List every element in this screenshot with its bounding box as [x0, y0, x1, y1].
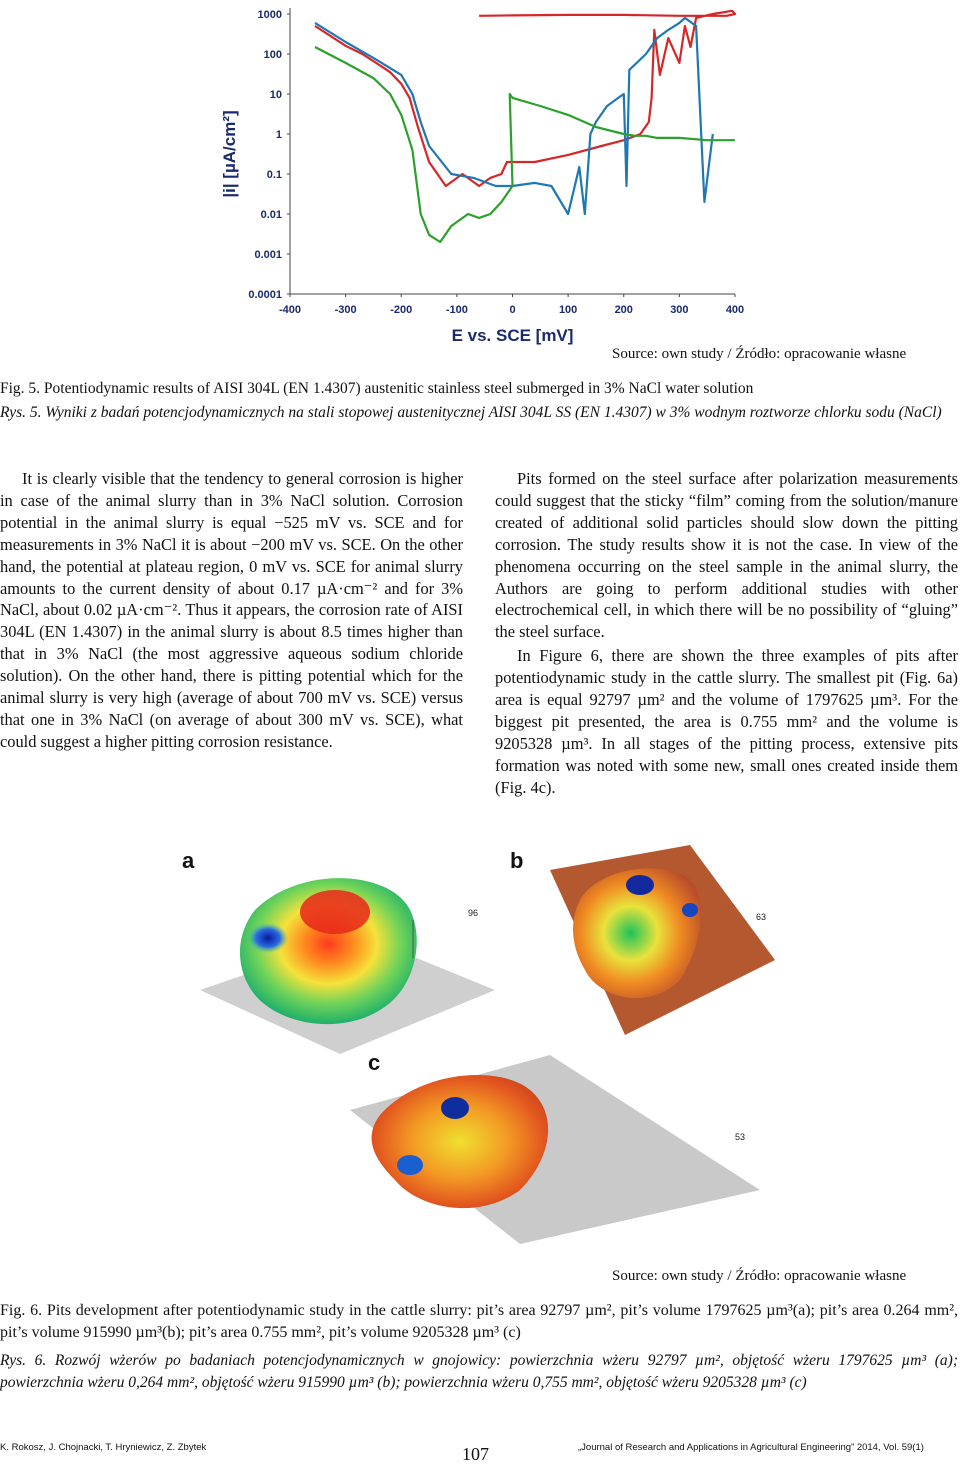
y-tick-label: 10 [269, 89, 282, 101]
panel-c-letter: c [368, 1050, 381, 1075]
chart-series [315, 11, 735, 242]
footer-journal: „Journal of Research and Applications in Agricultural Engineering” 2014, Vol. 59(1) [578, 1442, 924, 1453]
panel-a-letter: a [182, 848, 195, 873]
pit-panel-c [350, 1040, 770, 1245]
page-number: 107 [462, 1444, 489, 1464]
series-line-1 [315, 11, 735, 186]
x-tick-label: 100 [558, 304, 578, 316]
pit-panel-a [160, 840, 510, 1055]
polarization-chart [205, 0, 765, 350]
pit-b-zmax: 63 [756, 912, 767, 922]
figure-5-source: Source: own study / Źródło: opracowanie własne [612, 346, 907, 362]
footer-authors: K. Rokosz, J. Chojnacki, T. Hryniewicz, Z. Zbytek [0, 1442, 207, 1453]
x-tick-label: -400 [278, 304, 302, 316]
figure-6-caption-pl: Rys. 6. Rozwój wżerów po badaniach potencjodynamicznych w gnojowicy: powierzchnia wżeru 92797 µm², objętość wżeru 1797625 µm³ (a); powierzchnia wżeru 0,264 mm², objętość wżeru 915990 µm³ (b); powierzchnia wżeru 0,755 mm², objętość wżeru 9205328 µm³ (c) [0, 1352, 958, 1391]
figure-5-caption-pl: Rys. 5. Wyniki z badań potencjodynamicznych na stali stopowej austenitycznej AISI 304L SS (EN 1.4307) w 3% wodnym roztworze chlorku sodu (NaCl) [0, 404, 942, 421]
figure-5-caption: Fig. 5. Potentiodynamic results of AISI 304L (EN 1.4307) austenitic stainless steel submerged in 3% NaCl water solution [0, 380, 754, 397]
y-axis-label: |i| [µA/cm²] [220, 110, 239, 198]
figure-6-caption: Fig. 6. Pits development after potentiodynamic study in the cattle slurry: pit’s area 92797 µm², pit’s volume 1797625 µm³(a); pit’s area 0.264 mm², pit’s volume 915990 µm³(b); pit’s area 0.755 mm², pit’s volume 9205328 µm³ (c) [0, 1302, 958, 1341]
left-paragraph: It is clearly visible that the tendency to general corrosion is higher in case of the animal slurry than in 3% NaCl solution. Corrosion potential in the animal slurry is equal −525 mV vs. SCE and for measurements in 3% NaCl it is about −200 mV vs. SCE. On the other hand, the potential at plateau region, 0 mV vs. SCE for animal slurry amounts to the current density of about 0.17 µA·cm⁻² and for 3% NaCl, about 0.02 µA·cm⁻². Thus it appears, the corrosion rate of AISI 304L (EN 1.4307) in the animal slurry is about 8.5 times higher than that in 3% NaCl (the most aggressive aqueous sodium chloride solution). On the other hand, there is pitting potential which for the animal slurry is very high (average of about 700 mV vs. SCE) versus that one in 3% NaCl (on average of about 300 mV vs. SCE), what could suggest a higher pitting corrosion resistance. [0, 469, 463, 751]
x-axis-label: E vs. SCE [mV] [451, 326, 574, 345]
x-tick-label: -300 [334, 304, 357, 316]
x-tick-label: 200 [614, 304, 633, 316]
right-column [495, 468, 958, 799]
panel-b-letter: b [510, 848, 524, 873]
y-tick-label: 0.0001 [248, 289, 282, 301]
figure-6-source: Source: own study / Źródło: opracowanie własne [612, 1268, 907, 1284]
pit-a-image [160, 840, 510, 1055]
right-paragraph-1: Pits formed on the steel surface after polarization measurements could suggest that the sticky “film” coming from the solution/manure created of additional solid particles should slow down the pitting corrosion. The study results show it is not the case. In view of the phenomena occurring on the steel sample in the animal slurry, the Authors are going to perform additional studies with other electrochemical cell, in which there will be no possibility of “gluing” the steel surface. [495, 469, 958, 642]
pit-b-image [540, 840, 780, 1040]
x-tick-label: 400 [725, 304, 745, 316]
x-tick-label: 300 [670, 304, 689, 316]
pit-a-zmax: 96 [468, 908, 479, 918]
x-tick-label: -100 [445, 304, 468, 316]
chart-labels [220, 9, 744, 345]
right-paragraph-2: In Figure 6, there are shown the three examples of pits after potentiodynamic study in the cattle slurry. The smallest pit (Fig. 6a) area is equal 92797 µm² and the volume of 1797625 µm³. For the biggest pit presented, the area is 0.755 mm² and the volume is 9205328 µm³. In all stages of the pitting process, extensive pits formation was noted with some new, small ones created inside them (Fig. 4c). [495, 646, 958, 797]
pit-c-zmax: 53 [735, 1132, 746, 1142]
x-tick-label: -200 [390, 304, 413, 316]
y-tick-label: 1000 [257, 9, 282, 21]
y-tick-label: 1 [275, 129, 282, 141]
left-column [0, 468, 463, 753]
pit-c-image [350, 1040, 770, 1245]
y-tick-label: 0.1 [266, 169, 282, 181]
x-tick-label: 0 [509, 304, 516, 316]
pit-panel-b [510, 840, 780, 1040]
y-tick-label: 0.001 [254, 249, 282, 261]
y-tick-label: 100 [263, 49, 282, 61]
y-tick-label: 0.01 [260, 209, 282, 221]
series-line-3 [315, 47, 735, 242]
